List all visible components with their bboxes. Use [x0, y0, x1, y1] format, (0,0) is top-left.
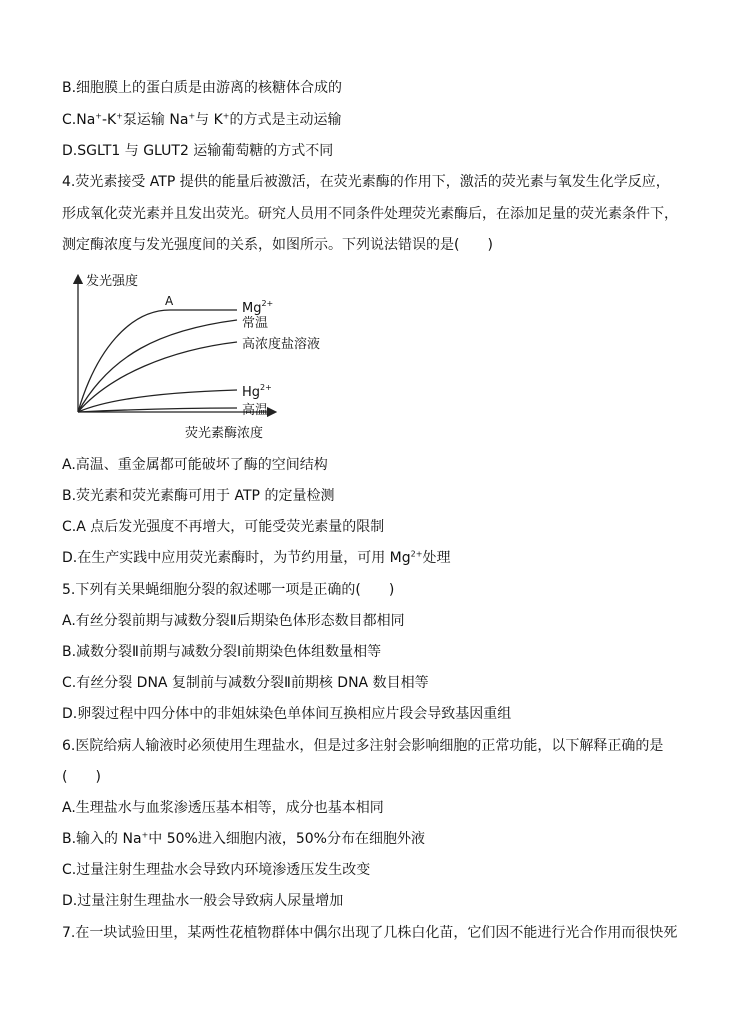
q6-stem-line-2: ( )	[62, 769, 101, 785]
series-label-high-temp: 高温	[242, 403, 269, 418]
series-label-normal: 常温	[242, 316, 269, 331]
curve-normal	[78, 320, 237, 412]
series-label-hg: $Hg^{2+}$	[242, 383, 272, 400]
q4-stem-line-1: 4.荧光素接受 ATP 提供的能量后被激活，在荧光素酶的作用下，激活的荧光素与氧发生化学反应，	[62, 174, 670, 190]
x-axis-label: 荧光素酶浓度	[185, 426, 264, 441]
curve-hg	[78, 390, 237, 412]
q6-option-d: D.过量注射生理盐水一般会导致病人尿量增加	[62, 893, 344, 909]
q5-option-a: A.有丝分裂前期与减数分裂Ⅱ后期染色体形态数目都相同	[62, 613, 405, 629]
q6-stem-line-1: 6.医院给病人输液时必须使用生理盐水，但是过多注射会影响细胞的正常功能，以下解释正确的是	[62, 738, 664, 754]
q6-option-b: B.输入的 Na+中 50%进入细胞内液，50%分布在细胞外液	[62, 830, 425, 847]
q4-stem-line-2: 形成氧化荧光素并且发出荧光。研究人员用不同条件处理荧光素酶后，在添加足量的荧光素条件下，	[62, 206, 678, 222]
point-a-label: A	[165, 294, 174, 308]
q6-option-a: A.生理盐水与血浆渗透压基本相等，成分也基本相同	[62, 800, 384, 816]
q5-stem: 5.下列有关果蝇细胞分裂的叙述哪一项是正确的( )	[62, 582, 395, 598]
q5-option-d: D.卵裂过程中四分体中的非姐妹染色单体间互换相应片段会导致基因重组	[62, 706, 512, 722]
q5-option-b: B.减数分裂Ⅱ前期与减数分裂Ⅰ前期染色体组数量相等	[62, 644, 382, 660]
q4-stem-line-3: 测定酶浓度与发光强度间的关系，如图所示。下列说法错误的是( )	[62, 237, 493, 253]
q4-option-c: C.A 点后发光强度不再增大，可能受荧光素量的限制	[62, 519, 385, 535]
curve-high-temp	[78, 408, 237, 412]
q4-option-a: A.高温、重金属都可能破坏了酶的空间结构	[62, 457, 328, 473]
y-axis-label: 发光强度	[86, 274, 139, 289]
q3-option-c: C.Na+-K+泵运输 Na+与 K+的方式是主动运输	[62, 111, 342, 128]
curve-mg	[78, 310, 237, 412]
q6-option-c: C.过量注射生理盐水会导致内环境渗透压发生改变	[62, 862, 371, 878]
series-label-mg: $Mg^{2+}$	[242, 299, 274, 316]
q3-option-d: D.SGLT1 与 GLUT2 运输葡萄糖的方式不同	[62, 143, 334, 159]
q4-option-d: D.在生产实践中应用荧光素酶时，为节约用量，可用 $Mg^{2+}$处理	[62, 549, 451, 566]
q4-option-b: B.荧光素和荧光素酶可用于 ATP 的定量检测	[62, 488, 335, 504]
series-label-salt: 高浓度盐溶液	[242, 337, 321, 352]
q3-option-b: B.细胞膜上的蛋白质是由游离的核糖体合成的	[62, 80, 343, 96]
curve-salt	[78, 342, 237, 412]
q7-stem-line-1: 7.在一块试验田里，某两性花植物群体中偶尔出现了几株白化苗，它们因不能进行光合作用而很快死	[62, 925, 678, 941]
q5-option-c: C.有丝分裂 DNA 复制前与减数分裂Ⅱ前期核 DNA 数目相等	[62, 675, 429, 691]
